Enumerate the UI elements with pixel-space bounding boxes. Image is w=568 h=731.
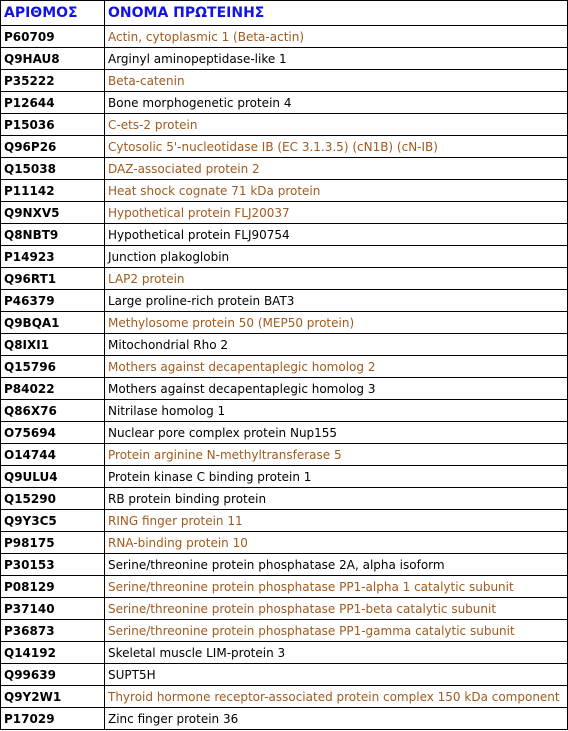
accession-cell: Q9NXV5	[1, 202, 105, 224]
accession-cell: P14923	[1, 246, 105, 268]
accession-cell: Q9ULU4	[1, 466, 105, 488]
accession-cell: Q9Y3C5	[1, 510, 105, 532]
table-row	[1, 158, 568, 180]
table-row	[1, 114, 568, 136]
accession-cell: P60709	[1, 26, 105, 48]
table-row	[1, 400, 568, 422]
accession-cell: O75694	[1, 422, 105, 444]
protein-name-link[interactable]: Serine/threonine protein phosphatase PP1-gamma catalytic subunit	[105, 620, 568, 642]
table-row	[1, 202, 568, 224]
table-row	[1, 554, 568, 576]
table-row	[1, 686, 568, 708]
protein-name-link[interactable]: LAP2 protein	[105, 268, 568, 290]
table-row	[1, 70, 568, 92]
protein-name-cell: Arginyl aminopeptidase-like 1	[105, 48, 568, 70]
table-row	[1, 576, 568, 598]
protein-name-link[interactable]: C-ets-2 protein	[105, 114, 568, 136]
accession-column-header: ΑΡΙΘΜΟΣ	[1, 1, 105, 26]
accession-cell: Q15796	[1, 356, 105, 378]
accession-cell: Q86X76	[1, 400, 105, 422]
protein-name-link[interactable]: Protein arginine N-methyltransferase 5	[105, 444, 568, 466]
protein-name-cell: Nitrilase homolog 1	[105, 400, 568, 422]
table-row	[1, 642, 568, 664]
table-row	[1, 466, 568, 488]
protein-name-cell: Mothers against decapentaplegic homolog 3	[105, 378, 568, 400]
protein-name-cell: Nuclear pore complex protein Nup155	[105, 422, 568, 444]
accession-cell: P11142	[1, 180, 105, 202]
accession-cell: P30153	[1, 554, 105, 576]
table-row	[1, 224, 568, 246]
accession-cell: P84022	[1, 378, 105, 400]
table-row	[1, 708, 568, 730]
table-body	[1, 26, 568, 730]
protein-name-link[interactable]: RNA-binding protein 10	[105, 532, 568, 554]
protein-name-cell: Serine/threonine protein phosphatase 2A, alpha isoform	[105, 554, 568, 576]
table-row	[1, 598, 568, 620]
protein-name-link[interactable]: RING finger protein 11	[105, 510, 568, 532]
accession-cell: P12644	[1, 92, 105, 114]
table-row	[1, 180, 568, 202]
table-row	[1, 290, 568, 312]
table-row	[1, 92, 568, 114]
table-row	[1, 356, 568, 378]
accession-cell: P36873	[1, 620, 105, 642]
accession-cell: Q99639	[1, 664, 105, 686]
table-row	[1, 532, 568, 554]
protein-name-link[interactable]: Serine/threonine protein phosphatase PP1-beta catalytic subunit	[105, 598, 568, 620]
header-row	[1, 1, 568, 26]
table-row	[1, 268, 568, 290]
protein-name-link[interactable]: Cytosolic 5'-nucleotidase IB (EC 3.1.3.5) (cN1B) (cN-IB)	[105, 136, 568, 158]
accession-cell: P08129	[1, 576, 105, 598]
protein-name-column-header: ΟΝΟΜΑ ΠΡΩΤΕΙΝΗΣ	[105, 1, 568, 26]
accession-cell: Q15290	[1, 488, 105, 510]
protein-name-link[interactable]: Methylosome protein 50 (MEP50 protein)	[105, 312, 568, 334]
protein-name-link[interactable]: Mothers against decapentaplegic homolog 2	[105, 356, 568, 378]
protein-name-cell: Zinc finger protein 36	[105, 708, 568, 730]
table-row	[1, 48, 568, 70]
table-row	[1, 620, 568, 642]
accession-cell: P37140	[1, 598, 105, 620]
protein-name-link[interactable]: DAZ-associated protein 2	[105, 158, 568, 180]
accession-cell: Q9Y2W1	[1, 686, 105, 708]
protein-name-cell: Protein kinase C binding protein 1	[105, 466, 568, 488]
protein-name-link[interactable]: Serine/threonine protein phosphatase PP1-alpha 1 catalytic subunit	[105, 576, 568, 598]
accession-cell: Q8IXI1	[1, 334, 105, 356]
protein-name-link[interactable]: Heat shock cognate 71 kDa protein	[105, 180, 568, 202]
accession-cell: Q96RT1	[1, 268, 105, 290]
protein-name-link[interactable]: Actin, cytoplasmic 1 (Beta-actin)	[105, 26, 568, 48]
accession-cell: P17029	[1, 708, 105, 730]
accession-cell: P15036	[1, 114, 105, 136]
protein-name-cell: Large proline-rich protein BAT3	[105, 290, 568, 312]
protein-name-link[interactable]: Thyroid hormone receptor-associated protein complex 150 kDa component	[105, 686, 568, 708]
protein-name-cell: Junction plakoglobin	[105, 246, 568, 268]
table-row	[1, 422, 568, 444]
table-row	[1, 488, 568, 510]
protein-name-cell: Hypothetical protein FLJ90754	[105, 224, 568, 246]
protein-name-cell: Skeletal muscle LIM-protein 3	[105, 642, 568, 664]
accession-cell: Q15038	[1, 158, 105, 180]
accession-cell: P46379	[1, 290, 105, 312]
accession-cell: Q9BQA1	[1, 312, 105, 334]
table-row	[1, 378, 568, 400]
protein-name-link[interactable]: Hypothetical protein FLJ20037	[105, 202, 568, 224]
protein-name-cell: SUPT5H	[105, 664, 568, 686]
table-row	[1, 664, 568, 686]
table-row	[1, 334, 568, 356]
accession-cell: Q96P26	[1, 136, 105, 158]
protein-name-cell: Mitochondrial Rho 2	[105, 334, 568, 356]
accession-cell: P35222	[1, 70, 105, 92]
accession-cell: Q14192	[1, 642, 105, 664]
table-row	[1, 312, 568, 334]
accession-cell: P98175	[1, 532, 105, 554]
table-row	[1, 510, 568, 532]
protein-name-cell: Bone morphogenetic protein 4	[105, 92, 568, 114]
table-row	[1, 26, 568, 48]
protein-name-link[interactable]: Beta-catenin	[105, 70, 568, 92]
table-row	[1, 246, 568, 268]
table-row	[1, 444, 568, 466]
table-row	[1, 136, 568, 158]
accession-cell: Q9HAU8	[1, 48, 105, 70]
accession-cell: Q8NBT9	[1, 224, 105, 246]
accession-cell: O14744	[1, 444, 105, 466]
protein-name-cell: RB protein binding protein	[105, 488, 568, 510]
